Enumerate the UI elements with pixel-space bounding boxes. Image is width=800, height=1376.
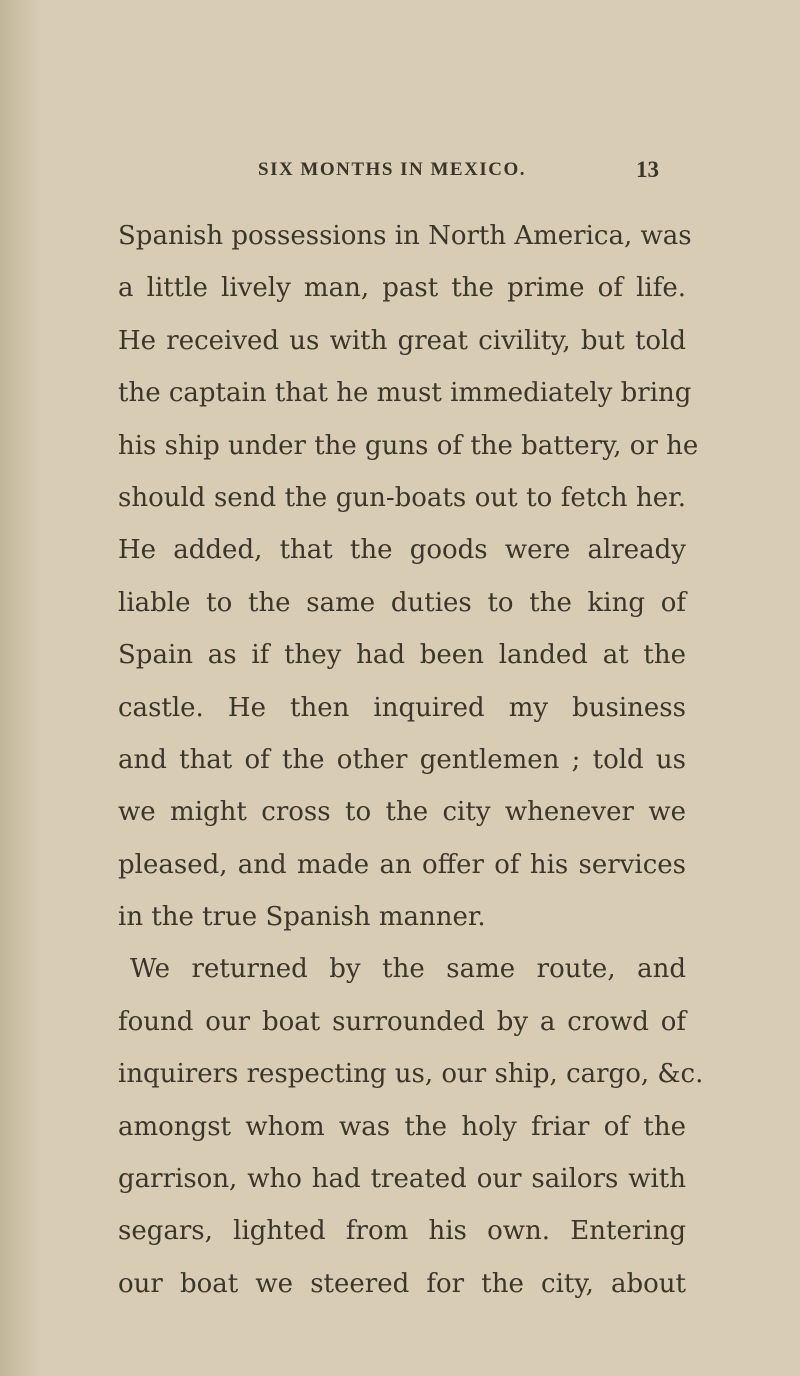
text-line: pleased, and made an offer of his services (118, 849, 686, 880)
text-line: amongst whom was the holy friar of the (118, 1111, 686, 1142)
text-line: our boat we steered for the city, about (118, 1268, 686, 1299)
running-title: SIX MONTHS IN MEXICO. (258, 159, 526, 180)
text-line: his ship under the guns of the battery, or he (118, 430, 699, 461)
text-line: segars, lighted from his own. Entering (118, 1216, 686, 1247)
text-line: He received us with great civility, but told (118, 325, 686, 356)
text-line: Spain as if they had been landed at the (118, 640, 686, 671)
text-line: we might cross to the city whenever we (118, 797, 686, 828)
running-head (0, 150, 800, 190)
page-number: 13 (636, 157, 659, 182)
text-line: castle. He then inquired my business (118, 692, 686, 723)
text-line: should send the gun-boats out to fetch her. (118, 482, 686, 513)
text-line: Spanish possessions in North America, was (118, 221, 692, 251)
text-line: a little lively man, past the prime of life. (118, 273, 686, 304)
text-line: We returned by the same route, and (130, 954, 686, 985)
text-line: garrison, who had treated our sailors with (118, 1164, 686, 1195)
text-line: found our boat surrounded by a crowd of (118, 1006, 686, 1037)
text-line: inquirers respecting us, our ship, cargo, &c. (118, 1059, 704, 1090)
text-line: the captain that he must immediately bring (118, 378, 692, 409)
text-line: liable to the same duties to the king of (118, 587, 686, 618)
text-line: in the true Spanish manner. (118, 902, 486, 933)
text-line: He added, that the goods were already (118, 535, 686, 566)
text-line: and that of the other gentlemen ; told us (118, 744, 686, 775)
body-text (118, 216, 704, 1316)
